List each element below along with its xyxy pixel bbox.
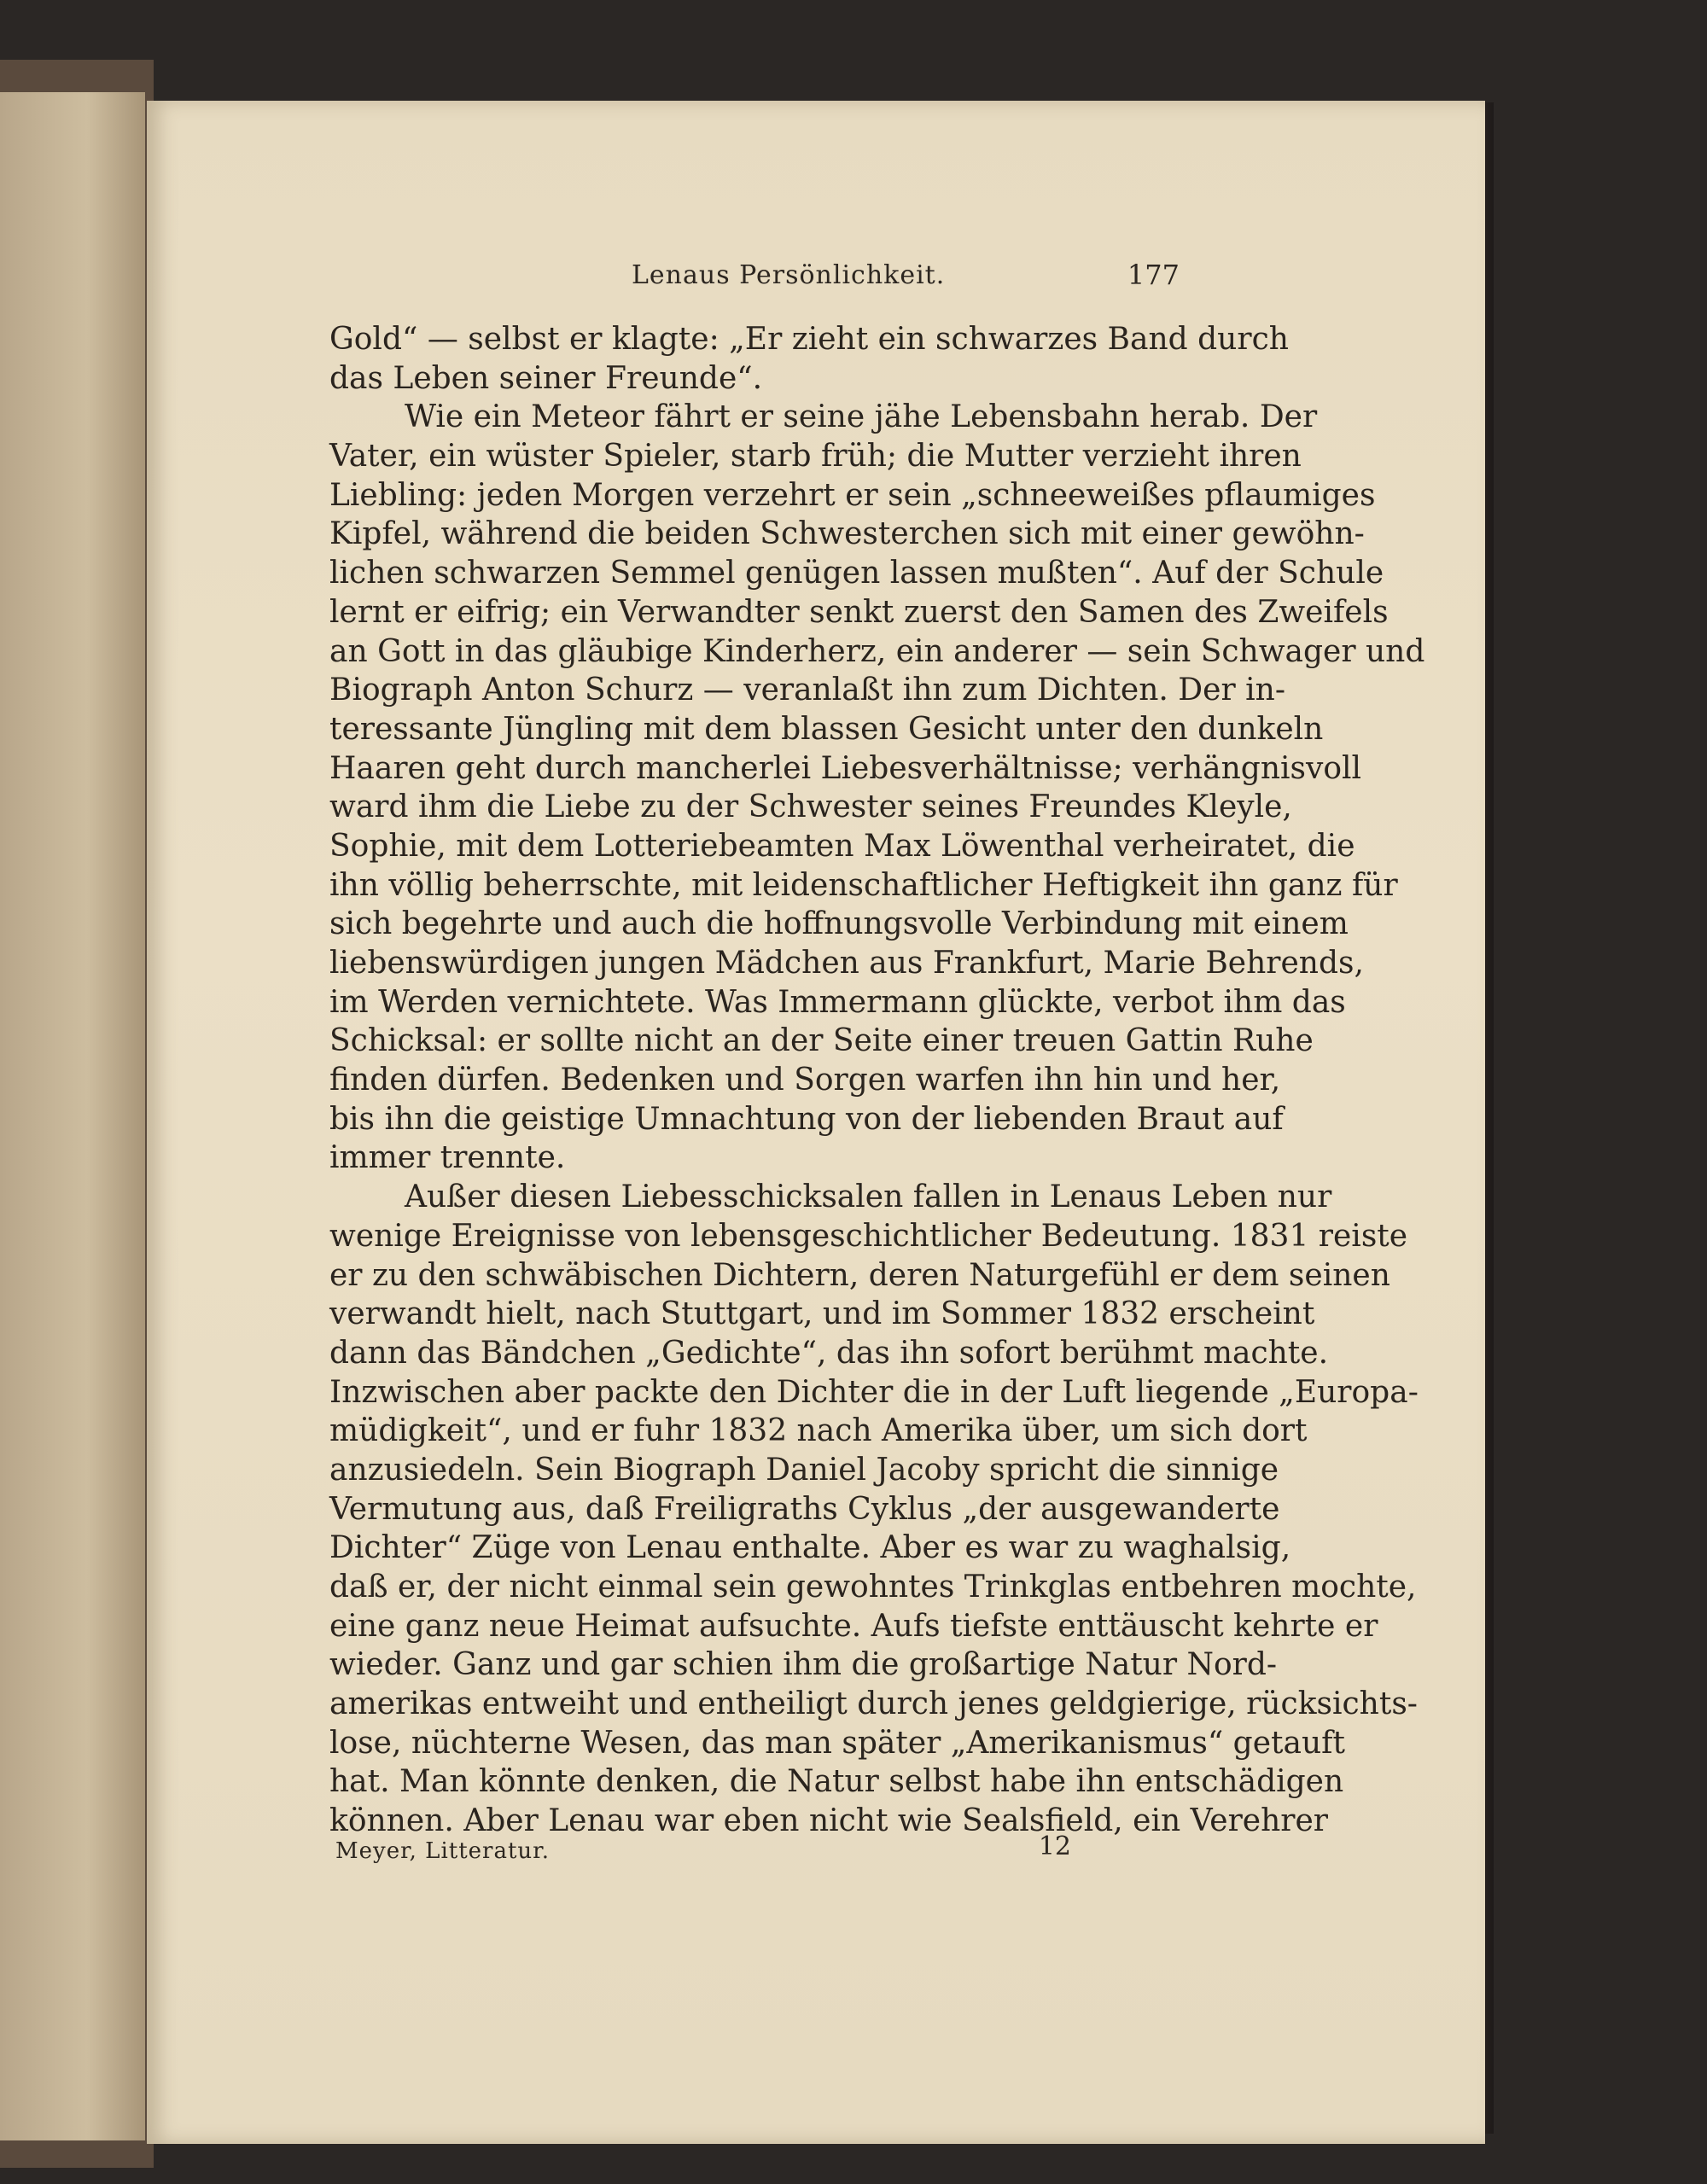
text-line: an Gott in das gläubige Kinderherz, ein anderer — sein Schwager und <box>329 633 1425 669</box>
text-line: dann das Bändchen „Gedichte“, das ihn sofort berühmt machte. <box>329 1335 1329 1371</box>
signature-mark: Meyer, Litteratur. <box>335 1838 551 1864</box>
page-header <box>488 259 1180 296</box>
text-line: im Werden vernichtete. Was Immermann glückte, verbot ihm das <box>329 984 1346 1020</box>
text-line: verwandt hielt, nach Stuttgart, und im Sommer 1832 erscheint <box>329 1296 1315 1332</box>
text-line: lose, nüchterne Wesen, das man später „Amerikanismus“ getauft <box>329 1725 1345 1761</box>
text-line: Dichter“ Züge von Lenau enthalte. Aber es war zu waghalsig, <box>329 1530 1291 1566</box>
text-line: Haaren geht durch mancherlei Liebesverhältnisse; verhängnisvoll <box>329 750 1362 786</box>
left-page-edge <box>0 92 145 2140</box>
text-line: ihn völlig beherrschte, mit leidenschaftlicher Heftigkeit ihn ganz für <box>329 867 1398 903</box>
text-line: Sophie, mit dem Lotteriebeamten Max Löwenthal verheiratet, die <box>329 828 1355 864</box>
sheet-number: 12 <box>1038 1832 1071 1861</box>
page-footer <box>335 1832 1071 1869</box>
text-line: Inzwischen aber packte den Dichter die in der Luft liegende „Europa- <box>329 1374 1419 1410</box>
text-line: Biograph Anton Schurz — veranlaßt ihn zum Dichten. Der in- <box>329 673 1285 708</box>
body-text <box>329 320 1425 1841</box>
text-line: Kipfel, während die beiden Schwesterchen sich mit einer gewöhn- <box>329 516 1365 552</box>
text-line: er zu den schwäbischen Dichtern, deren Naturgefühl er dem seinen <box>329 1257 1390 1293</box>
text-line: lichen schwarzen Semmel genügen lassen mußten“. Auf der Schule <box>329 556 1384 591</box>
text-line: daß er, der nicht einmal sein gewohntes Trinkglas entbehren mochte, <box>329 1570 1417 1605</box>
text-line: Wie ein Meteor fährt er seine jähe Lebensbahn herab. Der <box>405 399 1318 435</box>
text-line: wenige Ereignisse von lebensgeschichtlicher Bedeutung. 1831 reiste <box>329 1218 1408 1254</box>
text-line: liebenswürdigen jungen Mädchen aus Frankfurt, Marie Behrends, <box>329 946 1364 981</box>
text-line: das Leben seiner Freunde“. <box>329 360 763 396</box>
text-line: lernt er eifrig; ein Verwandter senkt zuerst den Samen des Zweifels <box>329 594 1389 630</box>
text-line: können. Aber Lenau war eben nicht wie Sealsfield, ein Verehrer <box>329 1803 1329 1839</box>
page-number: 177 <box>1127 259 1180 291</box>
text-line: Außer diesen Liebesschicksalen fallen in Lenaus Leben nur <box>405 1179 1332 1215</box>
text-line: eine ganz neue Heimat aufsuchte. Aufs tiefste enttäuscht kehrte er <box>329 1608 1378 1644</box>
text-line: Gold“ — selbst er klagte: „Er zieht ein schwarzes Band durch <box>329 322 1289 357</box>
text-line: Vermutung aus, daß Freiligraths Cyklus „der ausgewanderte <box>329 1491 1280 1527</box>
text-line: amerikas entweiht und entheiligt durch jenes geldgierige, rücksichts- <box>329 1686 1418 1722</box>
running-title: Lenaus Persönlichkeit. <box>632 260 946 290</box>
text-line: ward ihm die Liebe zu der Schwester seines Freundes Kleyle, <box>329 789 1292 825</box>
text-line: müdigkeit“, und er fuhr 1832 nach Amerika über, um sich dort <box>329 1413 1308 1449</box>
text-line: wieder. Ganz und gar schien ihm die großartige Natur Nord- <box>329 1647 1278 1683</box>
text-line: finden dürfen. Bedenken und Sorgen warfen ihn hin und her, <box>329 1063 1281 1098</box>
text-line: anzusiedeln. Sein Biograph Daniel Jacoby spricht die sinnige <box>329 1452 1279 1488</box>
text-line: bis ihn die geistige Umnachtung von der liebenden Braut auf <box>329 1101 1284 1137</box>
text-line: Schicksal: er sollte nicht an der Seite einer treuen Gattin Ruhe <box>329 1023 1314 1059</box>
text-line: sich begehrte und auch die hoffnungsvolle Verbindung mit einem <box>329 906 1349 942</box>
text-line: Liebling: jeden Morgen verzehrt er sein „schneeweißes pflaumiges <box>329 477 1376 513</box>
text-line: teressante Jüngling mit dem blassen Gesicht unter den dunkeln <box>329 711 1324 747</box>
text-line: Vater, ein wüster Spieler, starb früh; die Mutter verzieht ihren <box>329 439 1302 475</box>
text-line: immer trennte. <box>329 1140 566 1176</box>
text-line: hat. Man könnte denken, die Natur selbst habe ihn entschädigen <box>329 1764 1344 1800</box>
